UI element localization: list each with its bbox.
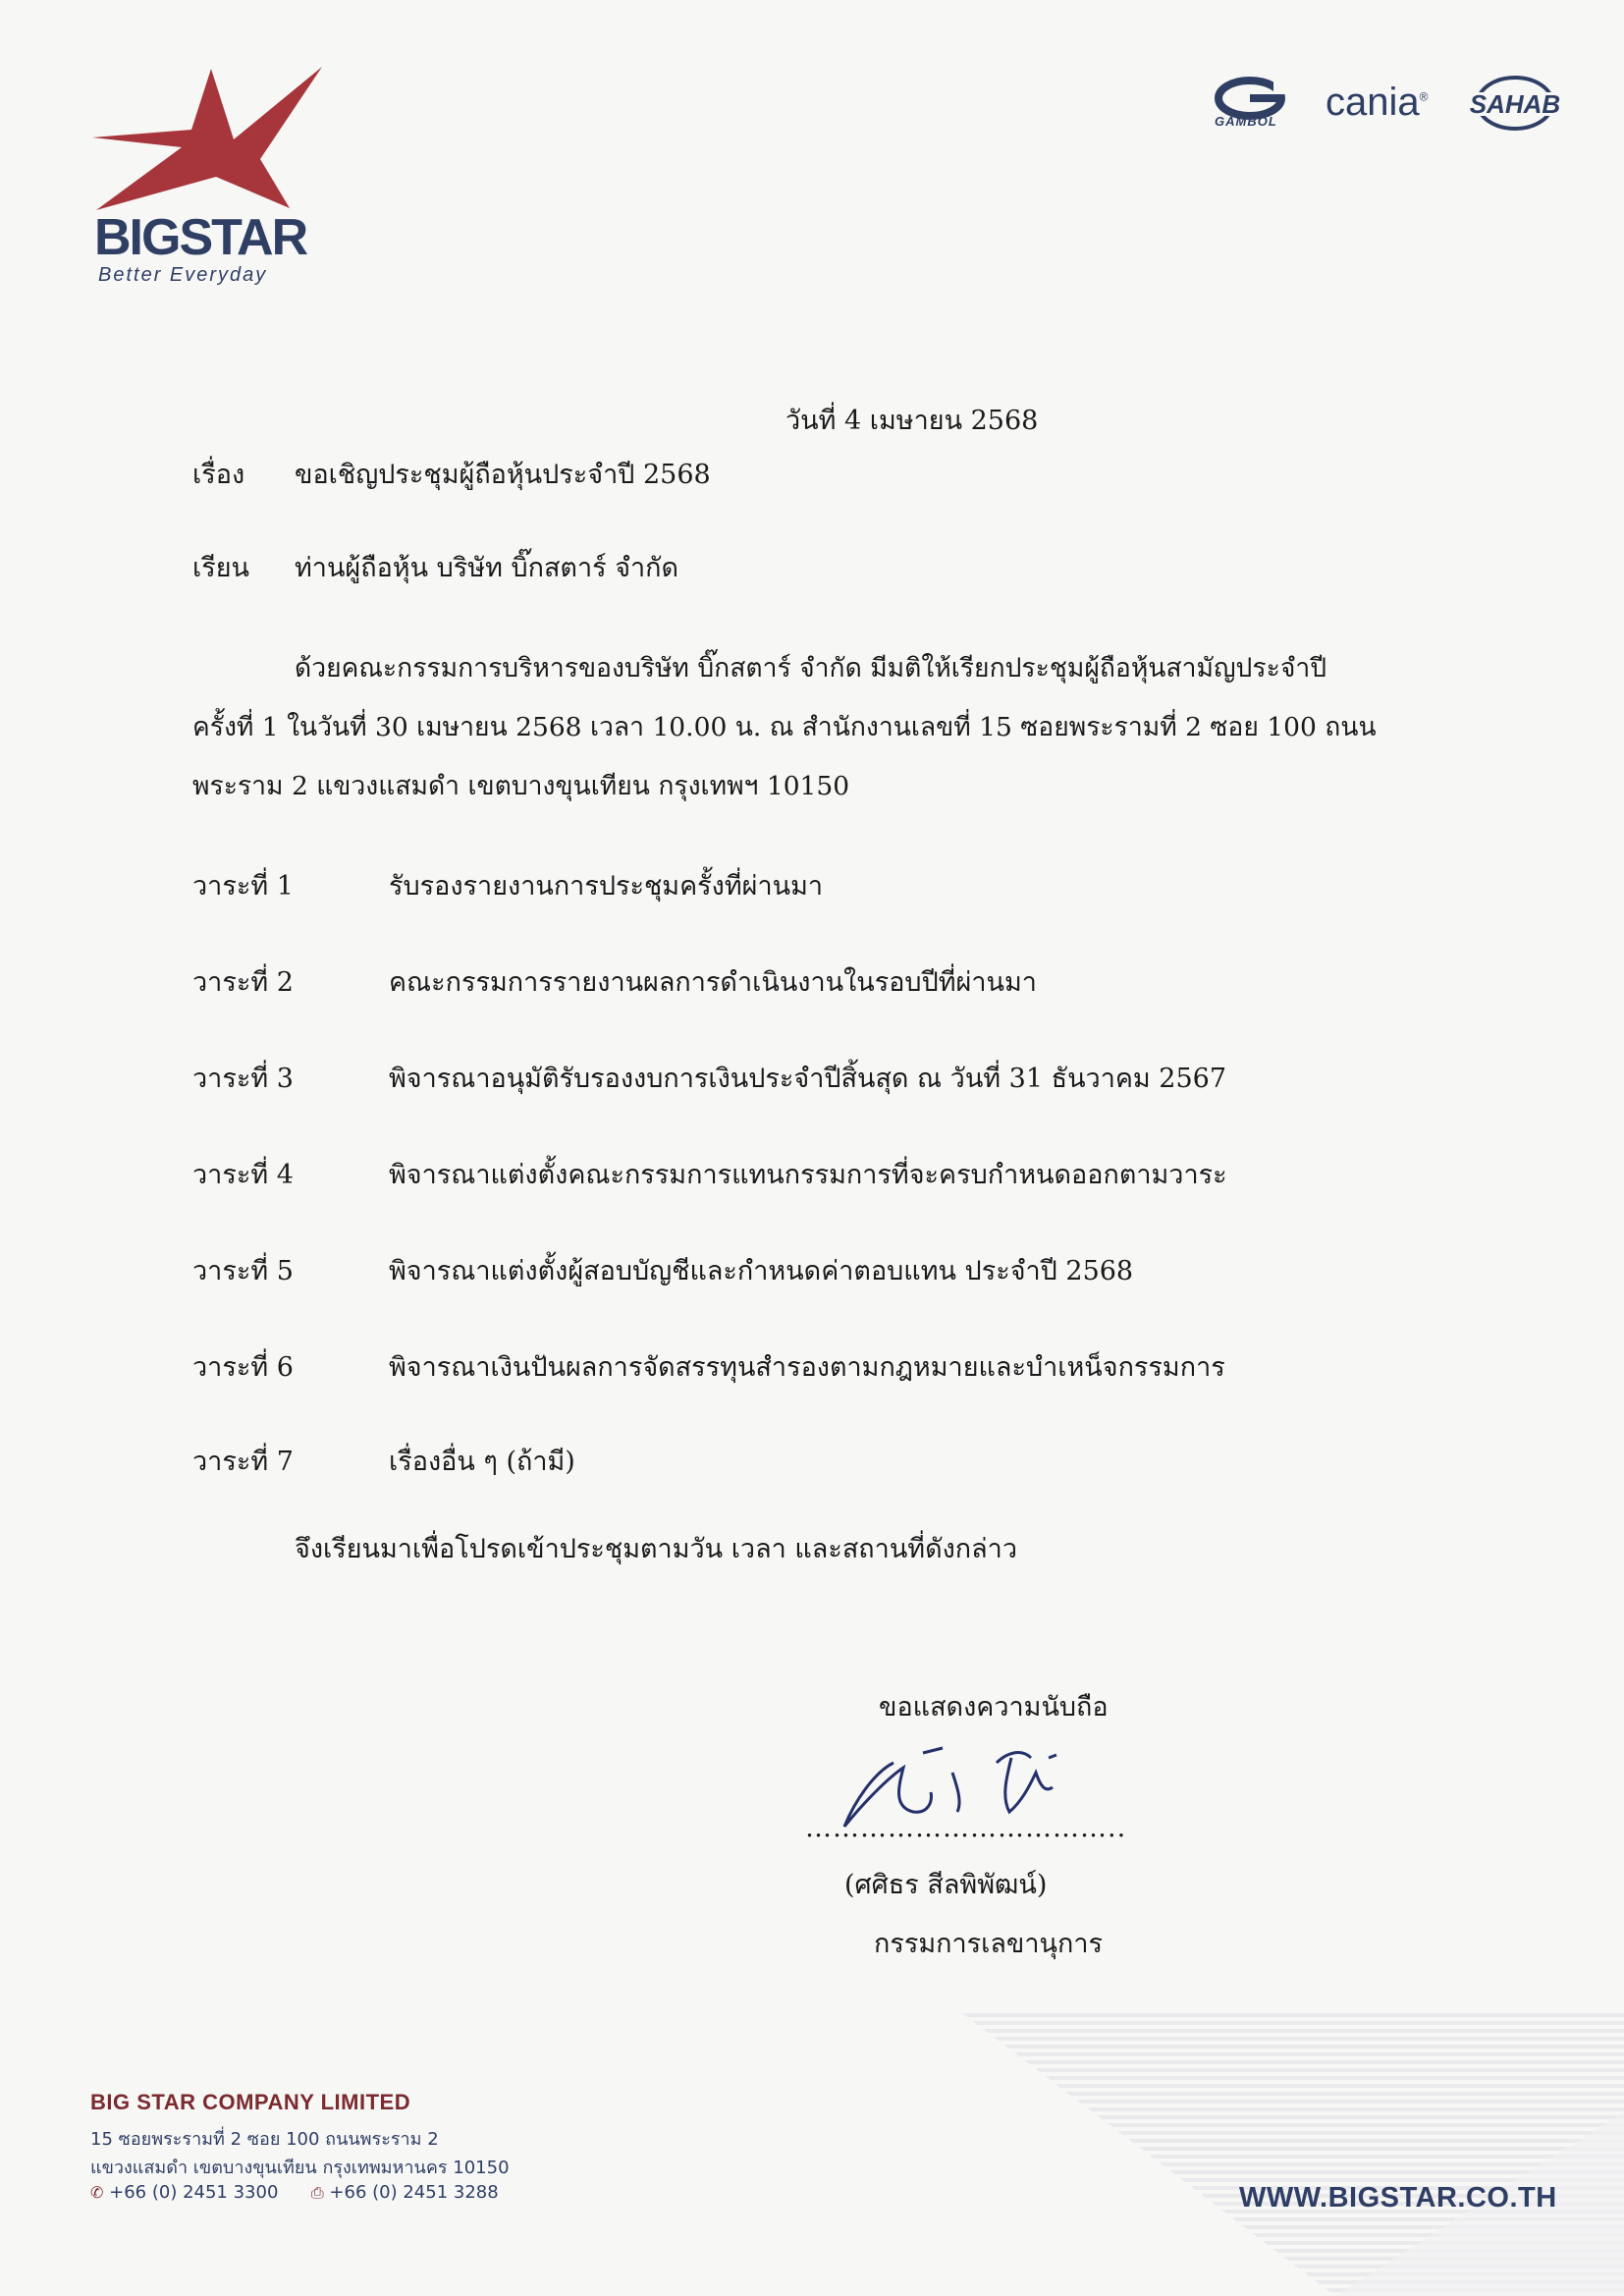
fax-icon: ⎙ xyxy=(310,2183,324,2202)
signer-name: (ศศิธร สีลพิพัฒน์) xyxy=(844,1870,1048,1900)
footer-address-line-1: 15 ซอยพระรามที่ 2 ซอย 100 ถนนพระราม 2 xyxy=(90,2129,439,2150)
agenda-text: รับรองรายงานการประชุมครั้งที่ผ่านมา xyxy=(389,871,824,902)
to-text: ท่านผู้ถือหุ้น บริษัท บิ๊กสตาร์ จำกัด xyxy=(295,553,679,583)
brand-tagline: Better Everyday xyxy=(98,264,268,286)
agenda-number: วาระที่ 2 xyxy=(192,967,294,998)
footer-address-line-2: แขวงแสมดำ เขตบางขุนเทียน กรุงเทพมหานคร 10150 xyxy=(90,2158,510,2178)
gambol-brand: GAMBOL xyxy=(1215,114,1277,129)
footer-company-name: BIG STAR COMPANY LIMITED xyxy=(90,2090,411,2114)
agenda-text: พิจารณาอนุมัติรับรองงบการเงินประจำปีสิ้นสุด ณ วันที่ 31 ธันวาคม 2567 xyxy=(389,1064,1227,1094)
footer-contact xyxy=(90,2182,499,2203)
signer-position: กรรมการเลขานุการ xyxy=(874,1929,1104,1959)
agenda-number: วาระที่ 3 xyxy=(192,1064,294,1094)
agenda-text: คณะกรรมการรายงานผลการดำเนินงานในรอบปีที่ผ่านมา xyxy=(389,967,1037,998)
letter-date: วันที่ 4 เมษายน 2568 xyxy=(785,406,1039,436)
agenda-text: เรื่องอื่น ๆ (ถ้ามี) xyxy=(389,1447,575,1477)
footer-website: WWW.BIGSTAR.CO.TH xyxy=(1239,2182,1557,2214)
sahab-brand: SAHAB xyxy=(1469,89,1561,119)
agenda-text: พิจารณาแต่งตั้งผู้สอบบัญชีและกำหนดค่าตอบแทน ประจำปี 2568 xyxy=(389,1256,1134,1286)
phone-icon: ✆ xyxy=(90,2183,104,2202)
agenda-number: วาระที่ 4 xyxy=(192,1160,294,1190)
subject-text: ขอเชิญประชุมผู้ถือหุ้นประจำปี 2568 xyxy=(295,460,711,490)
cania-brand: cania® xyxy=(1326,81,1429,124)
agenda-number: วาระที่ 6 xyxy=(192,1352,294,1383)
subject-label: เรื่อง xyxy=(192,460,245,490)
agenda-number: วาระที่ 1 xyxy=(192,871,294,902)
agenda-text: พิจารณาแต่งตั้งคณะกรรมการแทนกรรมการที่จะครบกำหนดออกตามวาระ xyxy=(389,1160,1227,1190)
footer-fax: +66 (0) 2451 3288 xyxy=(329,2182,499,2203)
to-label: เรียน xyxy=(192,553,250,583)
paragraph-line-3: พระราม 2 แขวงแสมดำ เขตบางขุนเทียน กรุงเทพฯ 10150 xyxy=(192,771,850,801)
brand-name: BIGSTAR xyxy=(94,209,307,266)
bigstar-logo xyxy=(88,61,334,297)
closing-text: จึงเรียนมาเพื่อโปรดเข้าประชุมตามวัน เวลา และสถานที่ดังกล่าว xyxy=(295,1534,1018,1564)
paragraph-line-2: ครั้งที่ 1 ในวันที่ 30 เมษายน 2568 เวลา 10.00 น. ณ สำนักงานเลขที่ 15 ซอยพระรามที่ 2 ซอย 100 ถนน xyxy=(192,712,1377,742)
agenda-text: พิจารณาเงินปันผลการจัดสรรทุนสำรองตามกฎหมายและบำเหน็จกรรมการ xyxy=(389,1352,1225,1383)
decorative-stripes xyxy=(962,2013,1624,2296)
regards-text: ขอแสดงความนับถือ xyxy=(879,1692,1109,1722)
sahab-logo-icon xyxy=(1461,73,1569,134)
agenda-number: วาระที่ 7 xyxy=(192,1447,294,1477)
signature-dots: …………………………….. xyxy=(805,1813,1127,1843)
paragraph-line-1: ด้วยคณะกรรมการบริหารของบริษัท บิ๊กสตาร์ จำกัด มีมติให้เรียกประชุมผู้ถือหุ้นสามัญประจำปี xyxy=(295,653,1327,683)
star-icon xyxy=(88,61,324,218)
footer-phone: +66 (0) 2451 3300 xyxy=(109,2182,279,2203)
agenda-number: วาระที่ 5 xyxy=(192,1256,294,1286)
